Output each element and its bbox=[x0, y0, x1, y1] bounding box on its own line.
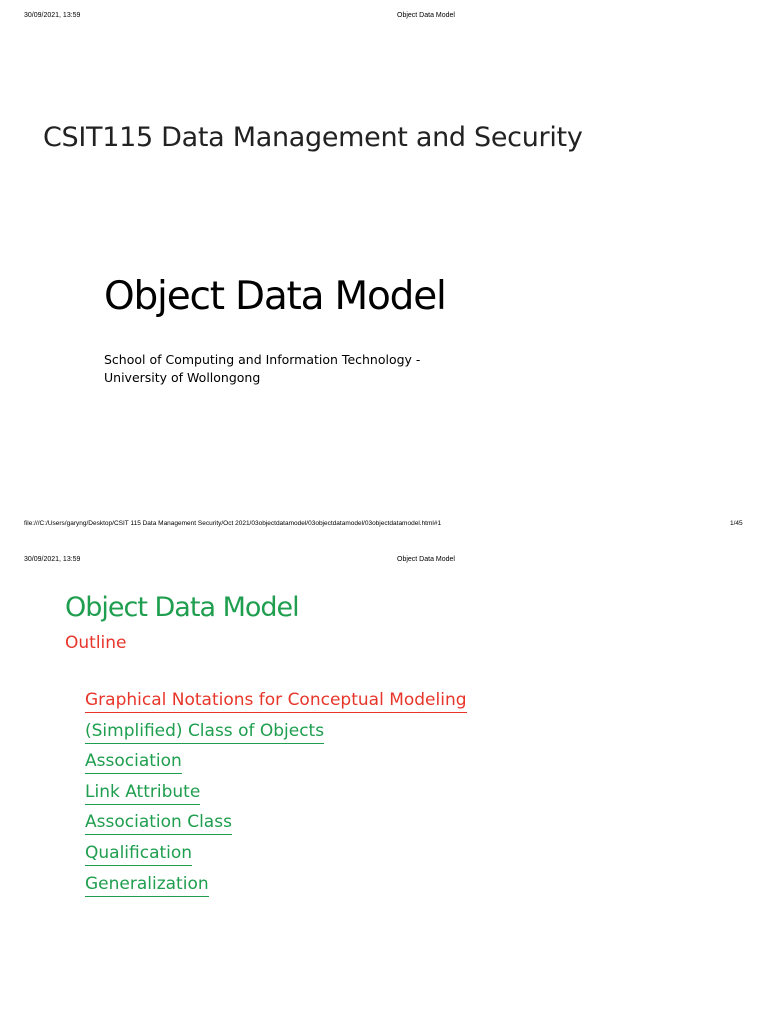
print-page-number: 1/45 bbox=[730, 520, 743, 527]
slide-subtitle: Outline bbox=[65, 633, 127, 653]
print-doc-title-2: Object Data Model bbox=[397, 556, 455, 563]
deck-title: Object Data Model bbox=[104, 274, 446, 319]
course-title: CSIT115 Data Management and Security bbox=[43, 122, 583, 153]
outline-item bbox=[85, 690, 467, 721]
slide-title: Object Data Model bbox=[65, 592, 299, 623]
outline-item bbox=[85, 751, 467, 782]
deck-subtitle-line-1: School of Computing and Information Technology - bbox=[104, 352, 421, 367]
outline-item bbox=[85, 843, 467, 874]
outline-link-graphical-notations[interactable]: Graphical Notations for Conceptual Modeling bbox=[85, 690, 467, 713]
print-timestamp-2: 30/09/2021, 13:59 bbox=[24, 556, 81, 563]
deck-subtitle bbox=[104, 351, 434, 387]
outline-list bbox=[85, 690, 467, 904]
outline-link-association[interactable]: Association bbox=[85, 751, 182, 774]
outline-link-qualification[interactable]: Qualification bbox=[85, 843, 192, 866]
outline-item bbox=[85, 782, 467, 813]
outline-link-link-attribute[interactable]: Link Attribute bbox=[85, 782, 200, 805]
outline-item bbox=[85, 721, 467, 752]
outline-item bbox=[85, 812, 467, 843]
outline-link-class-of-objects[interactable]: (Simplified) Class of Objects bbox=[85, 721, 324, 744]
print-url: file:///C:/Users/garyng/Desktop/CSIT 115 Data Management Security/Oct 2021/03objectdatamodel/03objectdatamodel/03objectdatamodel.html#1 bbox=[24, 520, 442, 527]
print-doc-title: Object Data Model bbox=[397, 12, 455, 19]
outline-item bbox=[85, 874, 467, 905]
outline-link-association-class[interactable]: Association Class bbox=[85, 812, 232, 835]
deck-subtitle-line-2: University of Wollongong bbox=[104, 370, 261, 385]
print-timestamp: 30/09/2021, 13:59 bbox=[24, 12, 81, 19]
outline-link-generalization[interactable]: Generalization bbox=[85, 874, 209, 897]
